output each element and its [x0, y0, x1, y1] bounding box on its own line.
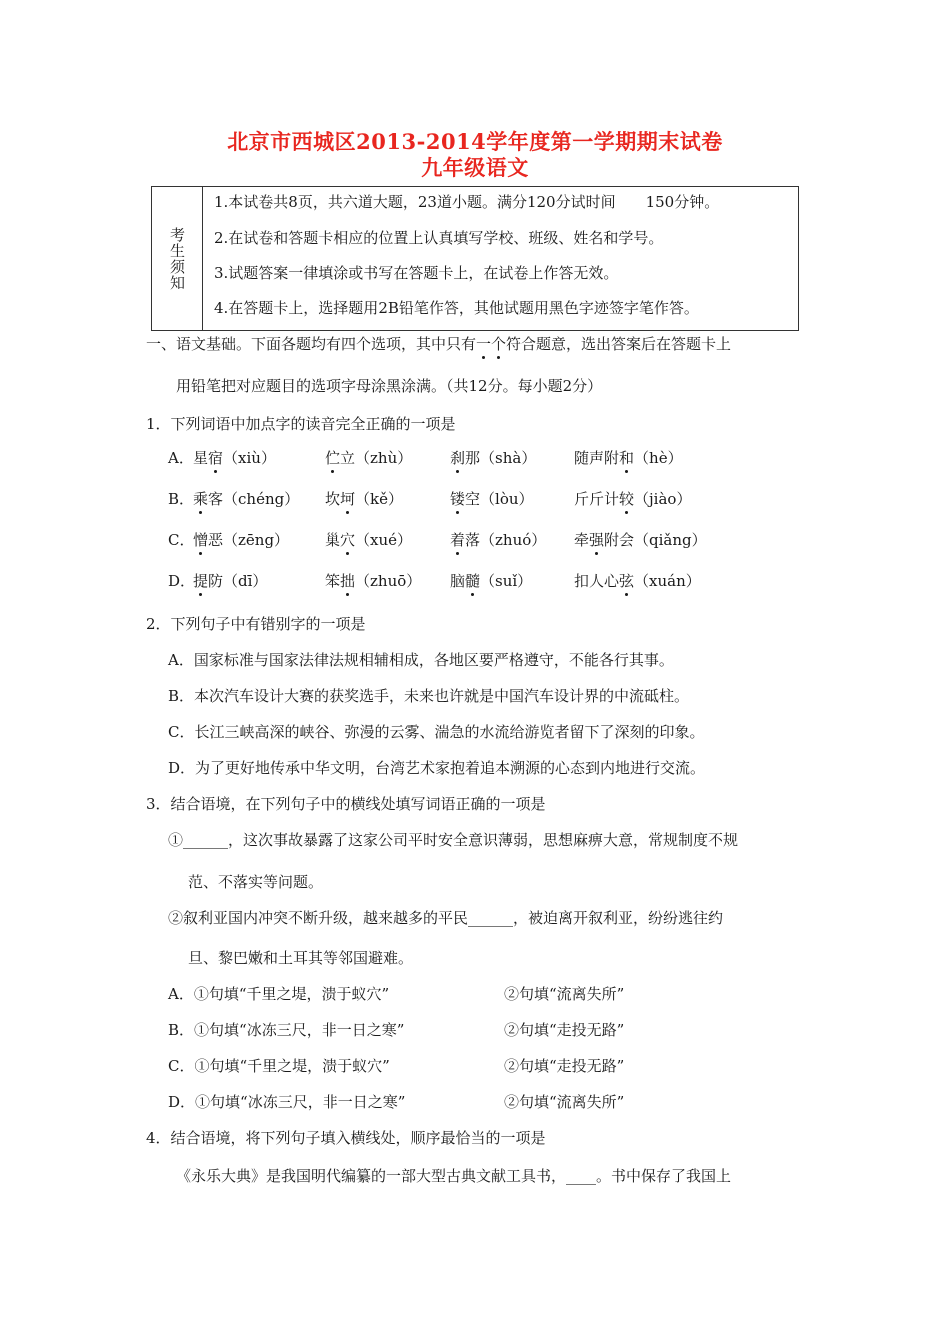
emphasis-char: 髓	[465, 572, 481, 590]
question-1-word	[450, 530, 546, 550]
word-text: 坎	[325, 490, 341, 508]
word-text: 随声附	[574, 449, 620, 467]
question-1-word	[325, 530, 412, 550]
word-text: 客（chéng）	[208, 490, 300, 508]
word-text: 落（zhuó）	[465, 531, 547, 549]
question-1-option-letter: C．	[168, 531, 195, 549]
word-text: 扣人心	[574, 572, 620, 590]
question-3-option-a-right: ②句填“流离失所”	[504, 985, 625, 1003]
exam-title: 北京市西城区2013-2014学年度第一学期期末试卷	[227, 129, 723, 154]
word-text: 防（dī）	[208, 572, 268, 590]
question-2-option-a: A．国家标准与国家法律法规相辅相成，各地区要严格遵守，不能各行其事。	[168, 651, 674, 669]
notice-item-2: 2.在试卷和答题卡相应的位置上认真填写学校、班级、姓名和学号。	[214, 229, 664, 247]
instruction-text: 一、语文基础。下面各题均有四个选项，其中只有	[146, 335, 477, 353]
word-text: （xiù）	[223, 449, 276, 467]
question-2-option-d: D．为了更好地传承中华文明，台湾艺术家抱着追本溯源的心态到内地进行交流。	[168, 759, 706, 777]
word-text: （kě）	[355, 490, 403, 508]
question-1-word	[193, 489, 299, 509]
question-1-word	[574, 448, 683, 468]
question-1-option-letter: D．	[168, 572, 196, 590]
candidate-notice-box	[151, 186, 799, 331]
emphasis-char: 较	[619, 490, 635, 508]
word-text: （xué）	[355, 531, 413, 549]
question-1-option-letter: B．	[168, 490, 195, 508]
question-3-option-d-left: D．①句填“冰冻三尺，非一日之寒”	[168, 1093, 406, 1111]
word-text: 恶（zēng）	[208, 531, 290, 549]
emphasis-char: 和	[619, 449, 635, 467]
question-1-word	[193, 571, 267, 591]
question-2-stem: 2．下列句子中有错别字的一项是	[146, 615, 366, 633]
question-3-option-a-left: A．①句填“千里之堤，溃于蚁穴”	[168, 985, 390, 1003]
question-3-stem: 3．结合语境，在下列句子中的横线处填写词语正确的一项是	[146, 795, 546, 813]
notice-label-cell	[152, 187, 203, 330]
word-text: 巢	[325, 531, 341, 549]
question-1-word	[325, 448, 412, 468]
emphasis-char: 穴	[340, 531, 356, 549]
question-1-word	[325, 489, 403, 509]
exam-subtitle: 九年级语文	[421, 155, 529, 180]
question-3-option-c-left: C．①句填“千里之堤，溃于蚁穴”	[168, 1057, 390, 1075]
word-text: 牵	[574, 531, 590, 549]
notice-item-3: 3.试题答案一律填涂或书写在答题卡上，在试卷上作答无效。	[214, 264, 619, 282]
question-3-option-d-right: ②句填“流离失所”	[504, 1093, 625, 1111]
question-3-sentence-2-cont: 旦、黎巴嫩和土耳其等邻国避难。	[188, 949, 414, 967]
emphasis-char: 着	[450, 531, 466, 549]
word-text: （jiào）	[634, 490, 692, 508]
question-2-option-c: C．长江三峡高深的峡谷、弥漫的云雾、湍急的水流给游览者留下了深刻的印象。	[168, 723, 705, 741]
instruction-text: 符合题意，选出答案后在答题卡上	[506, 335, 732, 353]
notice-label: 考生须知	[168, 226, 186, 291]
question-3-option-b-right: ②句填“走投无路”	[504, 1021, 625, 1039]
question-4-text: 《永乐大典》是我国明代编纂的一部大型古典文献工具书，____。书中保存了我国上	[176, 1167, 732, 1185]
emphasis-char: 强	[589, 531, 605, 549]
emphasis-char: 憎	[193, 531, 209, 549]
emphasis-char: 刹	[450, 449, 466, 467]
question-1-word	[574, 489, 691, 509]
question-1-word	[450, 489, 534, 509]
word-text: 那（shà）	[465, 449, 537, 467]
emphasis-char: 镂	[450, 490, 466, 508]
notice-item-1: 1.本试卷共8页，共六道大题，23道小题。满分120分试时间 150分钟。	[214, 193, 720, 211]
question-4-stem: 4．结合语境，将下列句子填入横线处，顺序最恰当的一项是	[146, 1129, 546, 1147]
question-1-option-letter: A．	[168, 449, 194, 467]
emphasis-char: 拙	[340, 572, 356, 590]
question-1-word	[450, 571, 532, 591]
question-3-sentence-2: ②叙利亚国内冲突不断升级，越来越多的平民______，被迫离开叙利亚，纷纷逃往约	[168, 909, 724, 927]
emphasis-char: 伫	[325, 449, 341, 467]
question-1-stem: 1．下列词语中加点字的读音完全正确的一项是	[146, 415, 456, 433]
emphasis-char: 宿	[208, 449, 224, 467]
word-text: 笨	[325, 572, 341, 590]
question-2-option-b: B．本次汽车设计大赛的获奖选手，未来也许就是中国汽车设计界的中流砥柱。	[168, 687, 690, 705]
word-text: （hè）	[634, 449, 683, 467]
question-1-word	[193, 530, 289, 550]
word-text: 立（zhù）	[340, 449, 413, 467]
word-text: 空（lòu）	[465, 490, 534, 508]
question-3-sentence-1: ①______，这次事故暴露了这家公司平时安全意识薄弱，思想麻痹大意，常规制度不规	[168, 831, 739, 849]
question-1-word	[325, 571, 421, 591]
emphasis-char: 弦	[619, 572, 635, 590]
question-3-sentence-1-cont: 范、不落实等问题。	[188, 873, 324, 891]
word-text: 斤斤计	[574, 490, 620, 508]
question-3-option-c-right: ②句填“走投无路”	[504, 1057, 625, 1075]
emphasis-char: 个	[491, 335, 507, 353]
notice-item-4: 4.在答题卡上，选择题用2B铅笔作答，其他试题用黑色字迹签字笔作答。	[214, 299, 699, 317]
question-1-word	[574, 571, 701, 591]
emphasis-char: 一	[476, 335, 492, 353]
emphasis-char: 提	[193, 572, 209, 590]
emphasis-char: 坷	[340, 490, 356, 508]
word-text: 附会（qiǎng）	[604, 531, 707, 549]
question-1-word	[450, 448, 536, 468]
question-3-option-b-left: B．①句填“冰冻三尺，非一日之寒”	[168, 1021, 405, 1039]
word-text: （suǐ）	[480, 572, 533, 590]
word-text: （xuán）	[634, 572, 701, 590]
section-1-instruction-line-1	[146, 334, 731, 354]
word-text: 脑	[450, 572, 466, 590]
section-1-instruction-line-2: 用铅笔把对应题目的选项字母涂黑涂满。（共12分。每小题2分）	[176, 377, 603, 395]
question-1-word	[193, 448, 276, 468]
emphasis-char: 乘	[193, 490, 209, 508]
word-text: 星	[193, 449, 209, 467]
question-1-word	[574, 530, 707, 550]
word-text: （zhuō）	[355, 572, 422, 590]
